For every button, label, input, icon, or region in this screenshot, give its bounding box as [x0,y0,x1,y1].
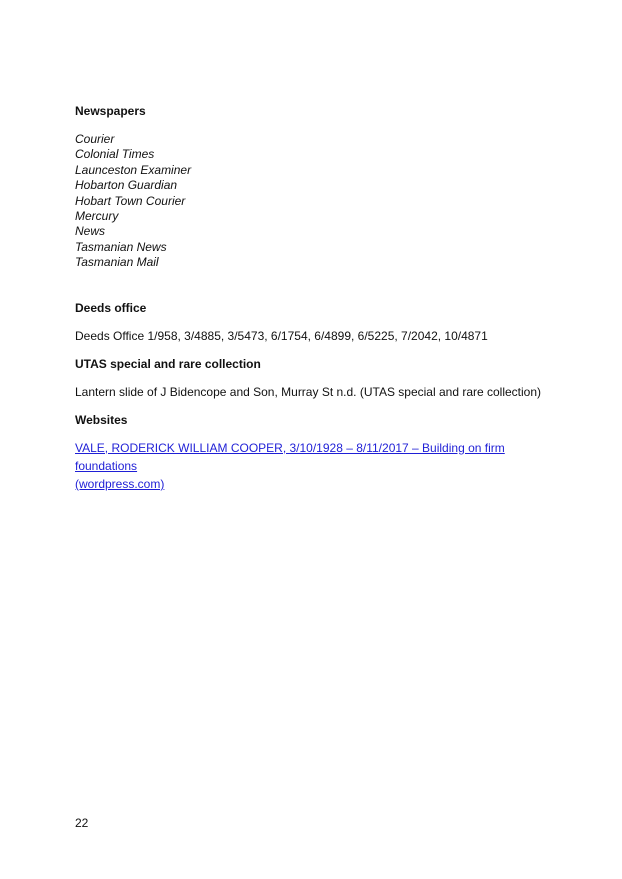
deeds-section [75,300,555,344]
websites-section [75,412,555,493]
page-number: 22 [75,816,89,830]
list-item: Courier [75,132,115,146]
deeds-text: Deeds Office 1/958, 3/4885, 3/5473, 6/1754, 6/4899, 6/5225, 7/2042, 10/4871 [75,328,488,343]
link-text-line2: (wordpress.com) [75,476,165,491]
deeds-heading: Deeds office [75,300,147,315]
newspapers-heading: Newspapers [75,104,146,118]
list-item: Mercury [75,209,119,224]
websites-heading: Websites [75,412,128,427]
list-item: Tasmanian Mail [75,255,159,270]
link-text-line1: VALE, RODERICK WILLIAM COOPER, 3/10/1928 – 8/11/2017 – Building on firm foundations [75,440,505,473]
newspapers-section [75,103,555,271]
list-item: Tasmanian News [75,239,167,254]
list-item: Hobarton Guardian [75,178,178,193]
list-item: Colonial Times [75,147,155,162]
utas-text: Lantern slide of J Bidencope and Son, Murray St n.d. (UTAS special and rare collection) [75,384,542,399]
newspapers-list [75,132,555,271]
list-item: Hobart Town Courier [75,193,186,208]
list-item: Launceston Examiner [75,162,192,177]
utas-section [75,356,555,400]
utas-heading: UTAS special and rare collection [75,356,261,371]
page-content [75,103,555,493]
list-item: News [75,224,106,239]
vale-roderick-cooper-link[interactable] [75,439,555,493]
